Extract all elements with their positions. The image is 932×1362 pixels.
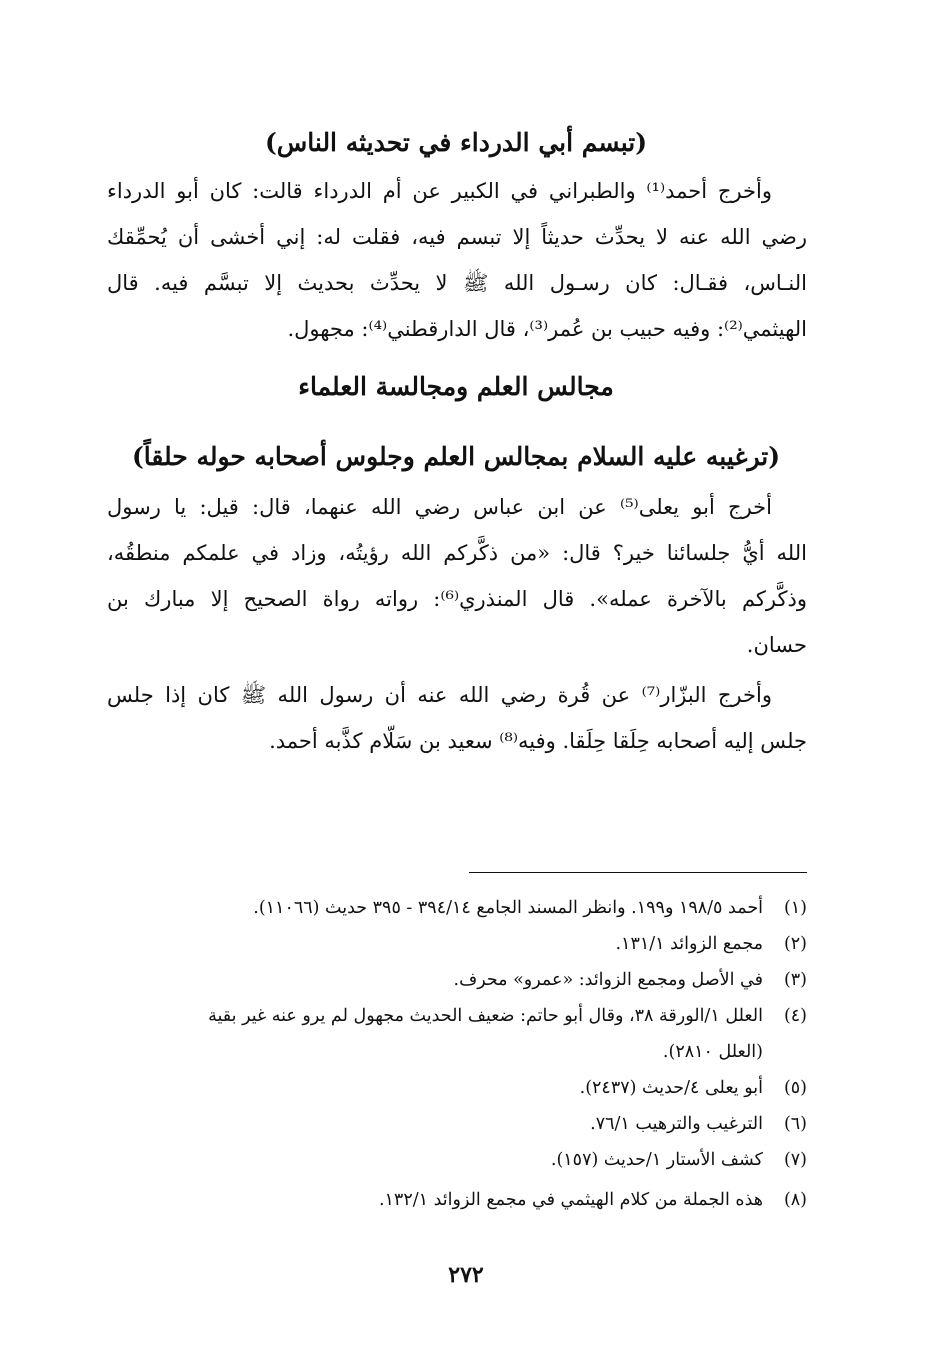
- footnote-text: في الأصل ومجمع الزوائد: «عمرو» محرف.: [453, 970, 763, 990]
- paragraph-line: وأخرج البزّار⁽⁷⁾ عن قُرة رضي الله عنه أن رسول الله ﷺ كان إذا جلس: [107, 683, 772, 707]
- footnote-4: [107, 998, 807, 1070]
- footnotes: [107, 890, 807, 1218]
- footnote-number: (٥): [783, 1078, 807, 1098]
- footnote-1: [107, 890, 807, 926]
- footnote-6: [107, 1106, 807, 1142]
- footnote-text: أبو يعلى ٤/حديث (٢٤٣٧).: [579, 1078, 763, 1098]
- paragraph-line: جلس إليه أصحابه حِلَقا حِلَقا. وفيه⁽⁸⁾ سعيد بن سَلّام كذَّبه أحمد.: [269, 729, 807, 753]
- footnote-text: (العلل ٢٨١٠).: [662, 1042, 763, 1062]
- page-number: ٢٧٢: [448, 1262, 484, 1288]
- section-heading-circles: (ترغيبه عليه السلام بمجالس العلم وجلوس أصحابه حوله حلقاً): [131, 442, 781, 471]
- paragraph-line: الله أيُّ جلسائنا خير؟ قال: «من ذكَّركم الله رؤيتُه، وزاد في علمكم منطقُه،: [107, 541, 807, 565]
- footnote-text: أحمد ١٩٨/٥ و١٩٩. وانظر المسند الجامع ٣٩٤/١٤ - ٣٩٥ حديث (١١٠٦٦).: [253, 898, 763, 918]
- footnote-number: (٢): [783, 934, 807, 954]
- paragraph-line: النـاس، فقـال: كان رسـول الله ﷺ لا يحدِّث بحديث إلا تبسَّم فيه. قال: [107, 271, 807, 295]
- footnote-text: الترغيب والترهيب ٧٦/١.: [590, 1114, 763, 1134]
- footnote-7: [107, 1142, 807, 1178]
- paragraph-line: وأخرج أحمد⁽¹⁾ والطبراني في الكبير عن أم الدرداء قالت: كان أبو الدرداء: [107, 179, 772, 203]
- footnote-number: (٨): [783, 1190, 807, 1210]
- footnote-text: مجمع الزوائد ١٣١/١.: [615, 934, 763, 954]
- footnote-number: (١): [783, 898, 807, 918]
- chapter-heading-knowledge: مجالس العلم ومجالسة العلماء: [298, 372, 614, 401]
- footnote-2: [107, 926, 807, 962]
- footnote-number: (٧): [783, 1150, 807, 1170]
- paragraph-line: حسان.: [746, 633, 807, 657]
- footnote-text: هذه الجملة من كلام الهيثمي في مجمع الزوائد ١٣٢/١.: [378, 1190, 763, 1210]
- footnote-number: (٤): [783, 1006, 807, 1026]
- footnote-5: [107, 1070, 807, 1106]
- footnote-divider: [469, 872, 807, 873]
- paragraph-line: الهيثمي⁽²⁾: وفيه حبيب بن عُمر⁽³⁾، قال الدارقطني⁽⁴⁾: مجهول.: [287, 317, 807, 341]
- section-heading-smile: (تبسم أبي الدرداء في تحديثه الناس): [264, 128, 648, 157]
- footnote-text: العلل ١/الورقة ٣٨، وقال أبو حاتم: ضعيف الحديث مجهول لم يرو عنه غير بقية: [208, 1006, 763, 1026]
- footnote-number: (٦): [783, 1114, 807, 1134]
- footnote-8: [107, 1182, 807, 1218]
- paragraph-abu-darda: [107, 168, 807, 352]
- footnote-3: [107, 962, 807, 998]
- paragraph-line: رضي الله عنه لا يحدِّث حديثاً إلا تبسم فيه، فقلت له: إني أخشى أن يُحمِّقك: [107, 225, 807, 249]
- footnote-text: كشف الأستار ١/حديث (١٥٧).: [550, 1150, 763, 1170]
- paragraph-abu-yala: [107, 484, 807, 668]
- paragraph-line: أخرج أبو يعلى⁽⁵⁾ عن ابن عباس رضي الله عنهما، قال: قيل: يا رسول: [107, 495, 772, 519]
- footnote-number: (٣): [783, 970, 807, 990]
- paragraph-line: وذكَّركم بالآخرة عمله». قال المنذري⁽⁶⁾: رواته رواة الصحيح إلا مبارك بن: [107, 587, 807, 611]
- paragraph-bazzar: [107, 672, 807, 764]
